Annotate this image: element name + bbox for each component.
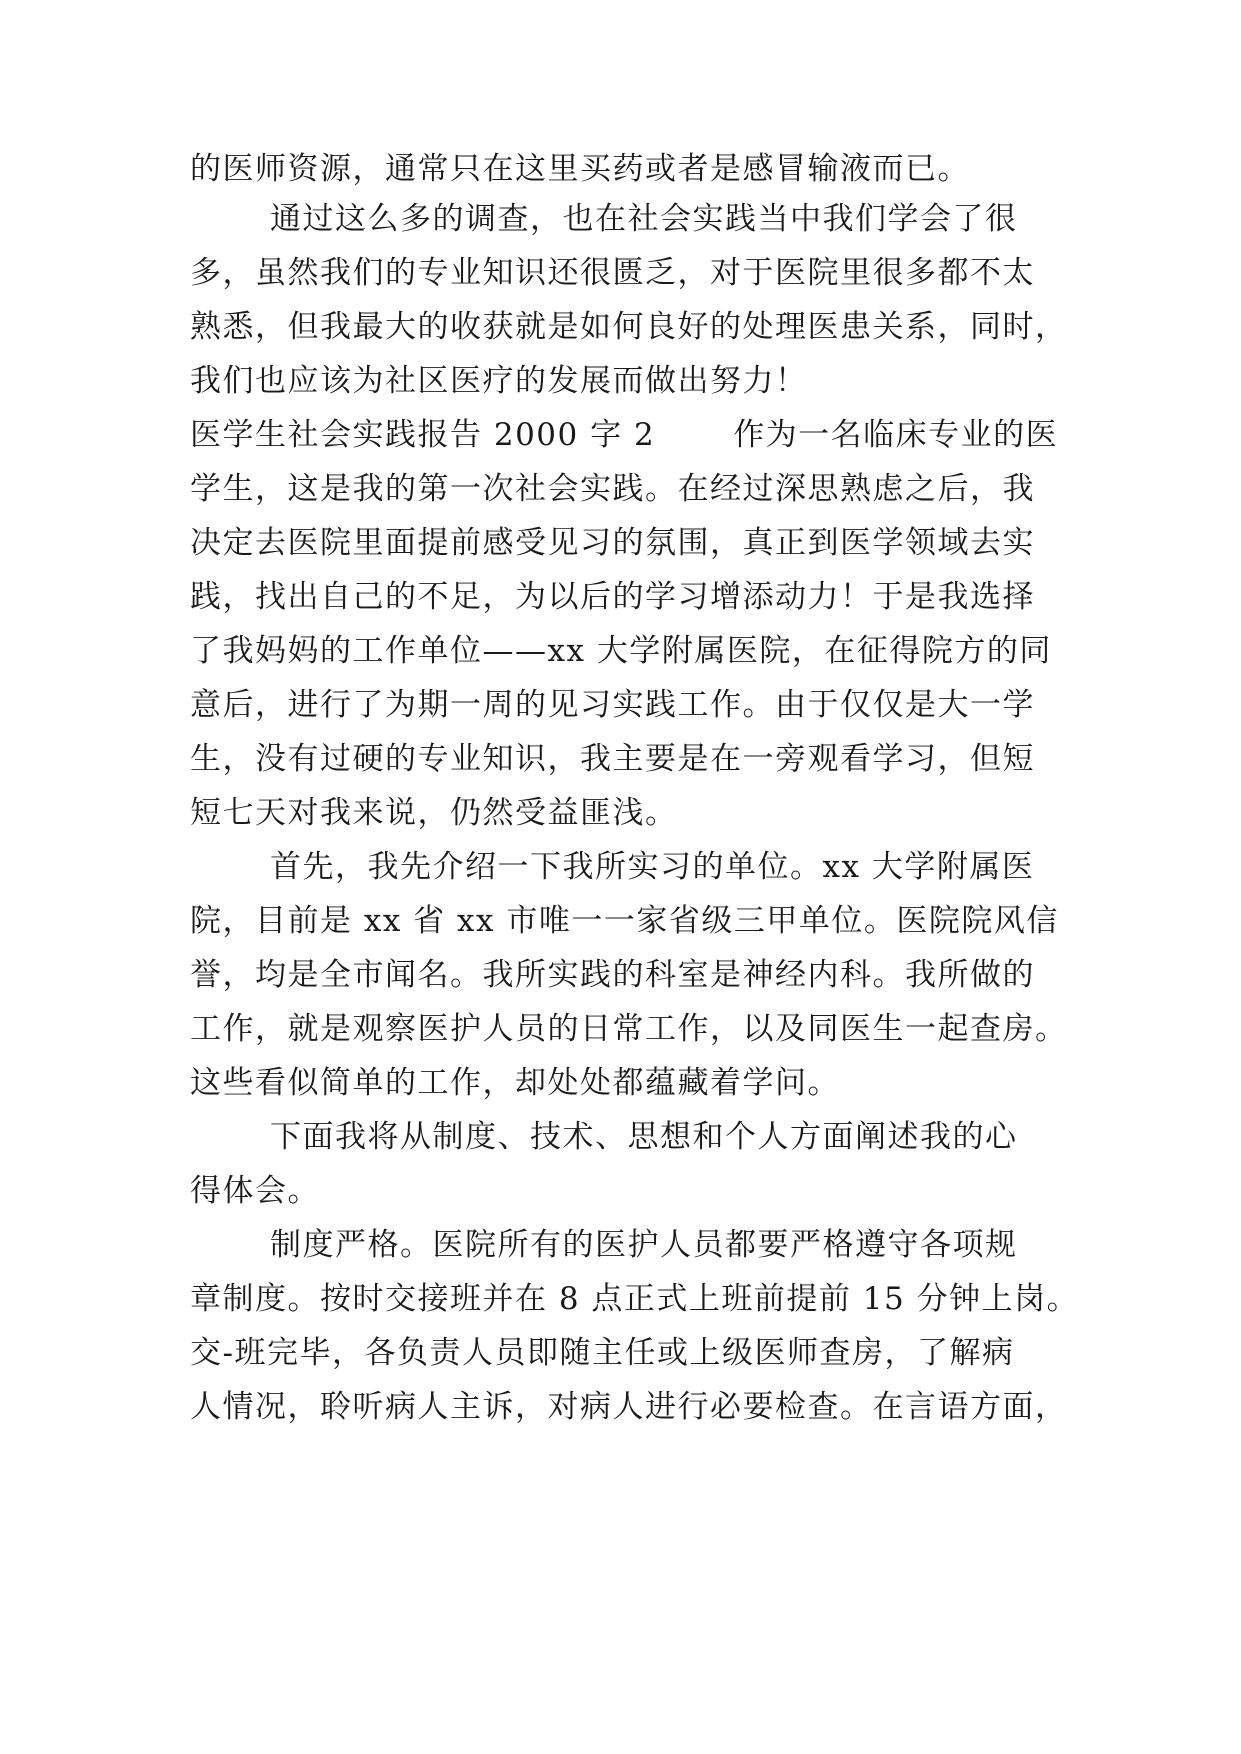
- paragraph-start-line: 通过这么多的调查，也在社会实践当中我们学会了很: [270, 201, 1018, 237]
- text-line: 我们也应该为社区医疗的发展而做出努力！: [190, 363, 808, 399]
- text-line: 多，虽然我们的专业知识还很匮乏，对于医院里很多都不太: [190, 255, 1035, 291]
- text-line: 学生，这是我的第一次社会实践。在经过深思熟虑之后，我: [190, 471, 1035, 507]
- paragraph-start-line: 下面我将从制度、技术、思想和个人方面阐述我的心: [270, 1119, 1018, 1155]
- text-line: 院，目前是 xx 省 xx 市唯一一家省级三甲单位。医院院风信: [190, 903, 1059, 939]
- text-line: 人情况，聆听病人主诉，对病人进行必要检查。在言语方面，: [190, 1389, 1068, 1425]
- text-line: 这些看似简单的工作，却处处都蕴藏着学问。: [190, 1065, 840, 1101]
- text-line: 工作，就是观察医护人员的日常工作，以及同医生一起查房。: [190, 1011, 1068, 1047]
- text-line: 交-班完毕，各负责人员即随主任或上级医师查房，了解病: [190, 1335, 1015, 1371]
- text-line: 了我妈妈的工作单位——xx 大学附属医院，在征得院方的同: [190, 633, 1052, 669]
- text-line: 熟悉，但我最大的收获就是如何良好的处理医患关系，同时，: [190, 309, 1068, 345]
- text-line: 章制度。按时交接班并在 8 点正式上班前提前 15 分钟上岗。: [190, 1281, 1080, 1317]
- section-heading-line: [190, 416, 1060, 454]
- text-line: 誉，均是全市闻名。我所实践的科室是神经内科。我所做的: [190, 957, 1035, 993]
- section-heading: 医学生社会实践报告 2000 字 2: [190, 417, 656, 453]
- text-line: 短七天对我来说，仍然受益匪浅。: [190, 795, 678, 831]
- text-line: 意后，进行了为期一周的见习实践工作。由于仅仅是大一学: [190, 687, 1035, 723]
- text-line: 生，没有过硬的专业知识，我主要是在一旁观看学习，但短: [190, 741, 1035, 777]
- text-line: 践，找出自己的不足，为以后的学习增添动力！于是我选择: [190, 579, 1035, 615]
- text-line: 得体会。: [190, 1173, 320, 1209]
- paragraph-start-line: 首先，我先介绍一下我所实习的单位。xx 大学附属医: [270, 849, 1035, 885]
- paragraph-start-line: 制度严格。医院所有的医护人员都要严格遵守各项规: [270, 1227, 1018, 1263]
- paragraph-start-text: 作为一名临床专业的医: [733, 417, 1059, 453]
- text-line: 的医师资源，通常只在这里买药或者是感冒输液而已。: [190, 151, 970, 187]
- text-line: 决定去医院里面提前感受见习的氛围，真正到医学领域去实: [190, 525, 1035, 561]
